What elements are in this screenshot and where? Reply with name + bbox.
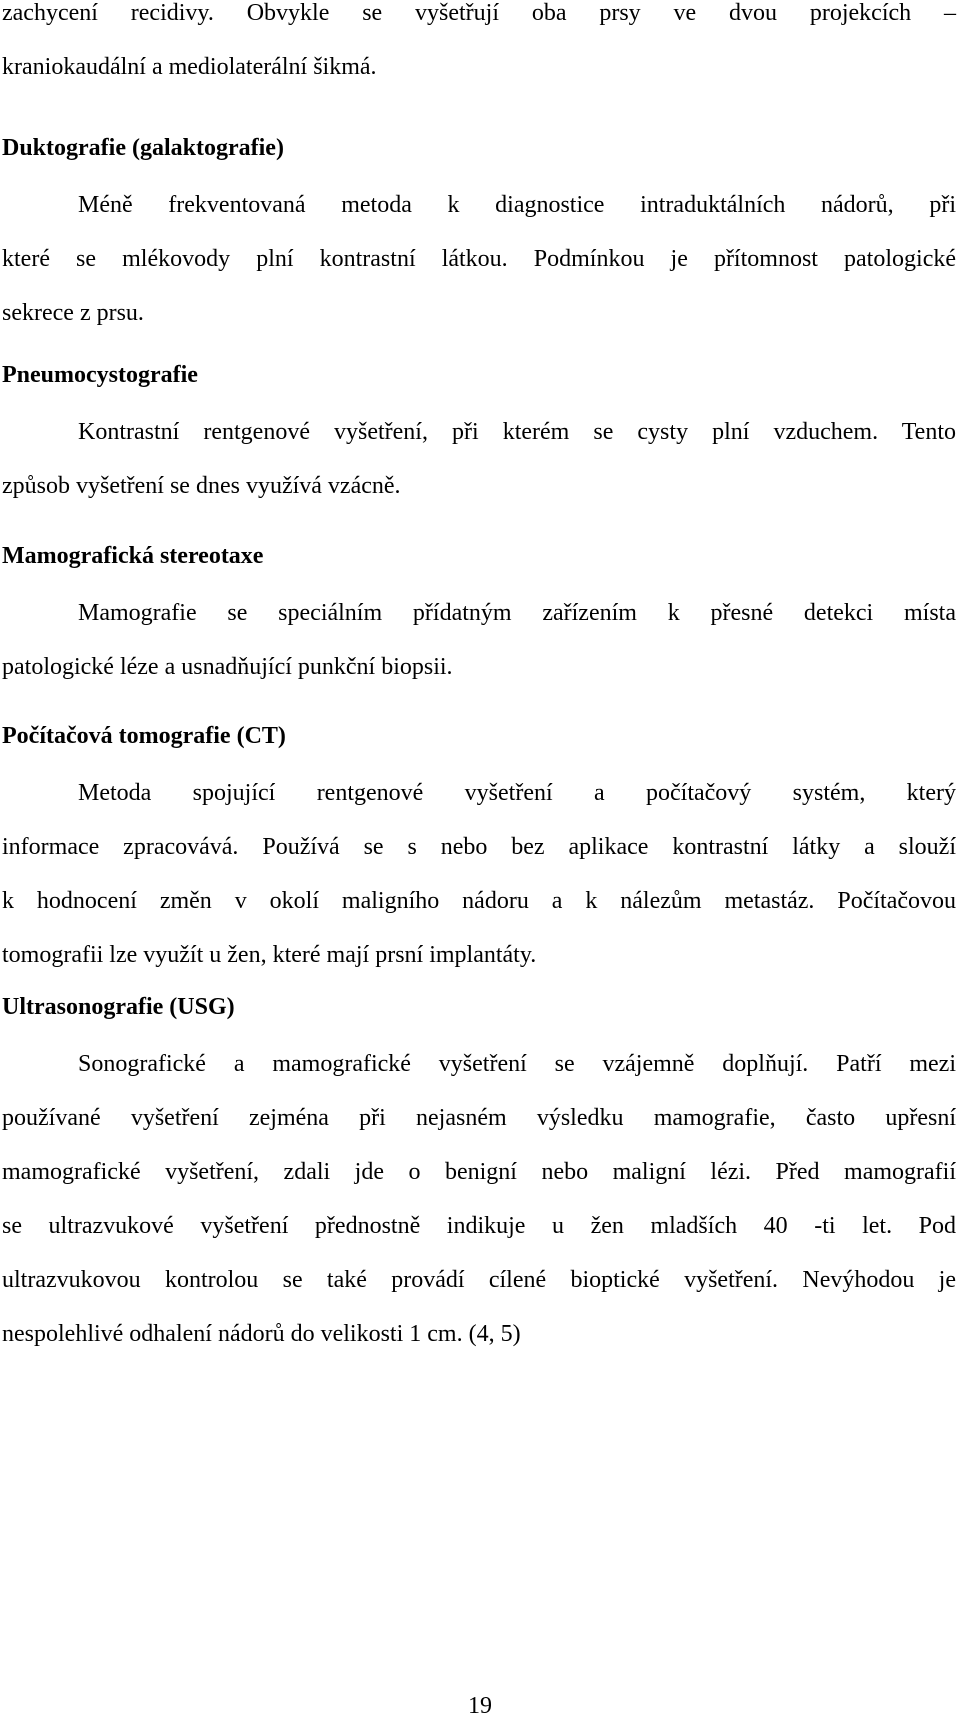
paragraph-line: informace zpracovává. Používá se s nebo bez aplikace kontrastní látky a slouží [2,834,956,860]
section-stereotaxe [2,532,956,694]
paragraph-line: zachycení recidivy. Obvykle se vyšetřují oba prsy ve dvou projekcích – [2,0,956,26]
section-heading: Ultrasonografie (USG) [2,994,235,1020]
paragraph-line: nespolehlivé odhalení nádorů do velikosti 1 cm. (4, 5) [2,1321,521,1347]
paragraph-line: Méně frekventovaná metoda k diagnostice intraduktálních nádorů, při [78,192,956,218]
section-usg [2,983,956,1361]
section-heading: Pneumocystografie [2,362,198,388]
section-heading: Duktografie (galaktografie) [2,135,284,161]
paragraph-line: Sonografické a mamografické vyšetření se vzájemně doplňují. Patří mezi [78,1051,956,1077]
paragraph-line: patologické léze a usnadňující punkční biopsii. [2,654,453,680]
paragraph-line: Mamografie se speciálním přídatným zařízením k přesné detekci místa [78,600,956,626]
paragraph-line: k hodnocení změn v okolí maligního nádoru a k nálezům metastáz. Počítačovou [2,888,956,914]
paragraph-line: kraniokaudální a mediolaterální šikmá. [2,54,377,80]
paragraph-line: tomografii lze využít u žen, které mají prsní implantáty. [2,942,537,968]
section-ct [2,712,956,982]
intro-paragraph [2,0,956,94]
paragraph-line: ultrazvukovou kontrolou se také provádí cílené bioptické vyšetření. Nevýhodou je [2,1267,956,1293]
page-number: 19 [468,1693,492,1719]
paragraph-line: se ultrazvukové vyšetření přednostně indikuje u žen mladších 40 -ti let. Pod [2,1213,956,1239]
paragraph-line: Kontrastní rentgenové vyšetření, při kterém se cysty plní vzduchem. Tento [78,419,956,445]
paragraph-line: mamografické vyšetření, zdali jde o benigní nebo maligní lézi. Před mamografií [2,1159,956,1185]
section-duktografie [2,124,956,340]
paragraph-line: Metoda spojující rentgenové vyšetření a počítačový systém, který [78,780,956,806]
paragraph-line: způsob vyšetření se dnes využívá vzácně. [2,473,401,499]
paragraph-line: které se mlékovody plní kontrastní látkou. Podmínkou je přítomnost patologické [2,246,956,272]
section-pneumocystografie [2,351,956,513]
paragraph-line: používané vyšetření zejména při nejasném výsledku mamografie, často upřesní [2,1105,956,1131]
paragraph-line: sekrece z prsu. [2,300,144,326]
section-heading: Mamografická stereotaxe [2,543,264,569]
section-heading: Počítačová tomografie (CT) [2,723,286,749]
